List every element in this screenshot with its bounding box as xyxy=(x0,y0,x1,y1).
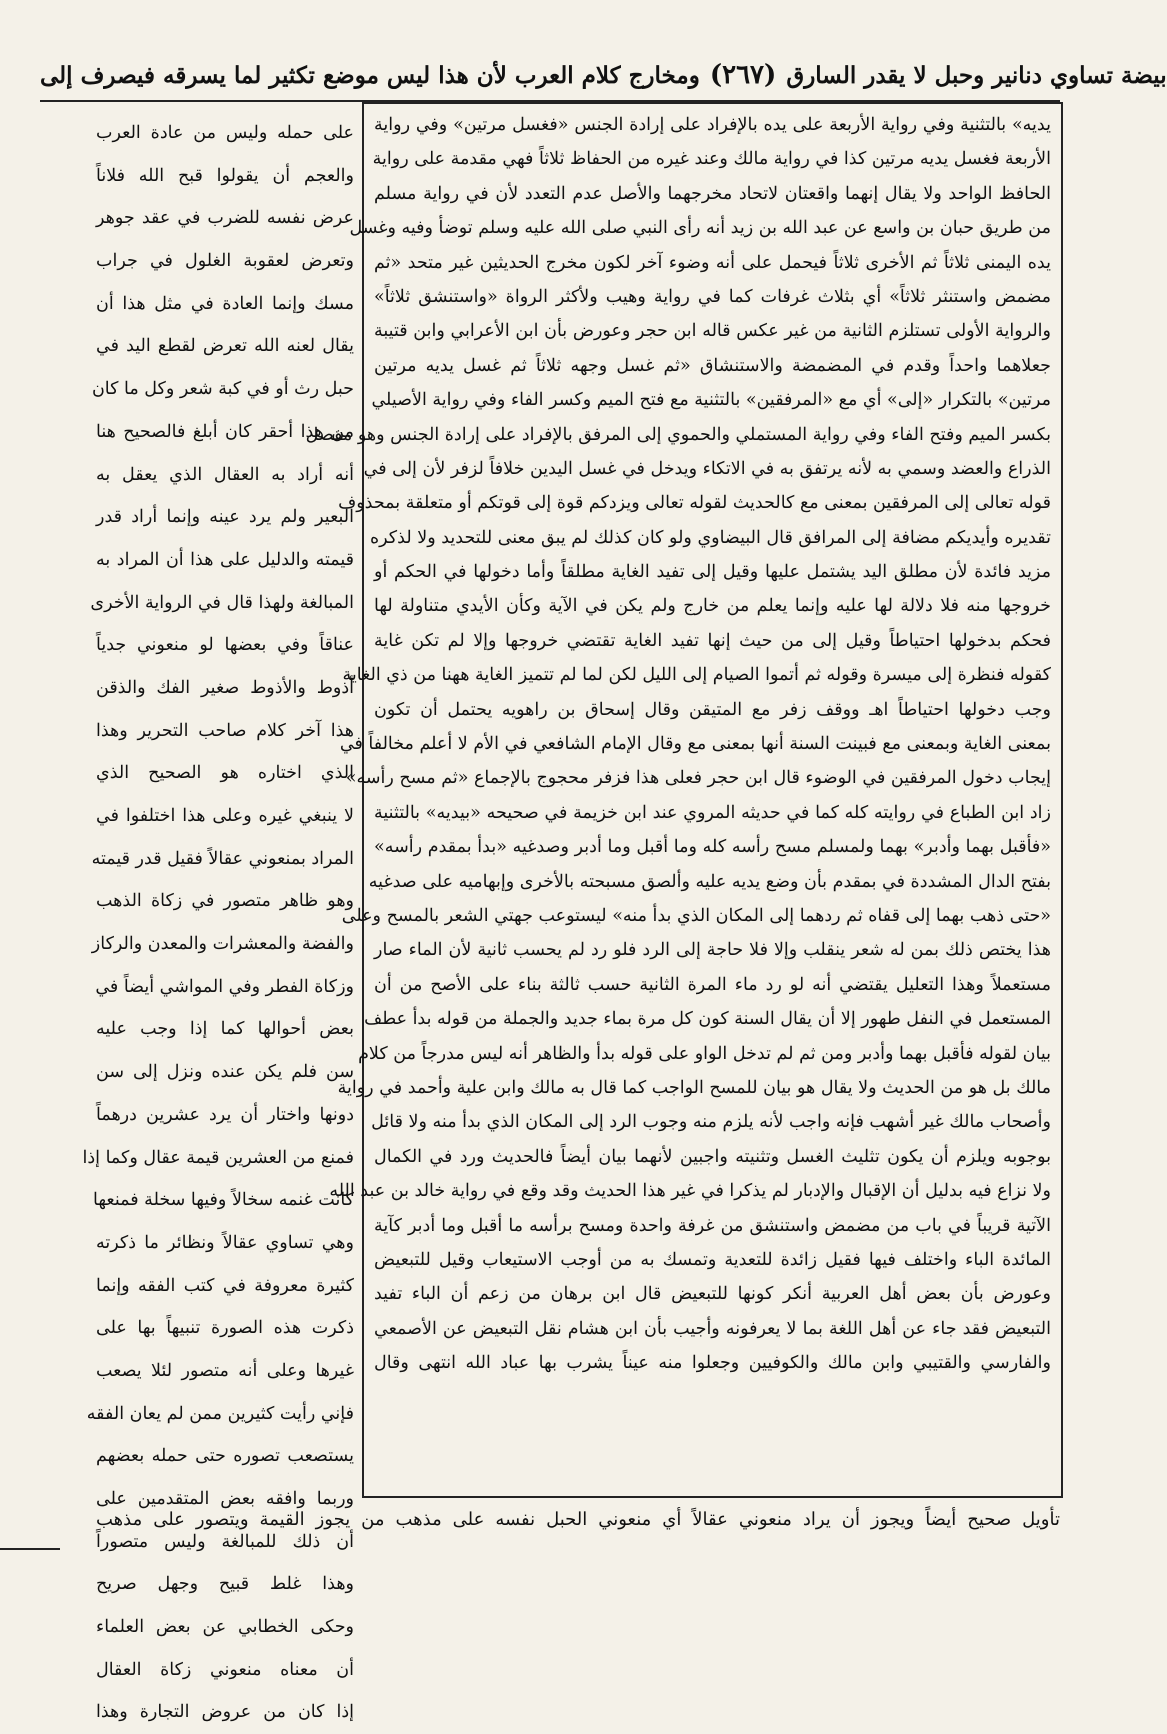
margin-text-line: أنه أراد به العقال الذي يعقل به xyxy=(96,464,354,485)
margin-text-line: والعجم أن يقولوا قبح الله فلاناً xyxy=(96,165,354,186)
margin-text-line: أن ذلك للمبالغة وليس متصوراً xyxy=(96,1531,354,1552)
margin-text-line: وحكى الخطابي عن بعض العلماء xyxy=(96,1617,354,1638)
main-text-line: الذراع والعضد وسمي به لأنه يرتفق به في الاتكاء ويدخل في غسل اليدين خلافاً لزفر لأن إلى في xyxy=(363,458,1051,479)
main-text-line: ولا نزاع فيه بدليل أن الإقبال والإدبار لم يذكرا في غير هذا الحديث وقد وقع في رواية خالد بن عبد الله xyxy=(329,1181,1051,1202)
margin-text-line: وربما وافقه بعض المتقدمين على xyxy=(96,1489,354,1509)
main-text-line: قوله تعالى إلى المرفقين بمعنى مع كالحديث لقوله تعالى ويزدكم قوة إلى قوتكم أو متعلقة بمحذوف xyxy=(338,493,1051,514)
margin-text-line: وهو ظاهر متصور في زكاة الذهب xyxy=(96,891,354,912)
main-text-line: كقوله فنظرة إلى ميسرة وقوله ثم أتموا الصيام إلى الليل لكن لما لم تتميز الغاية ههنا من ذي الغاية xyxy=(342,665,1051,686)
margin-commentary-column xyxy=(82,112,354,1723)
main-text-line: بكسر الميم وفتح الفاء وفي رواية المستملي والحموي إلى المرفق بالإفراد على إرادة الجنس وهو مفصل xyxy=(305,424,1051,445)
main-text-line: هذا يختص ذلك بمن له شعر ينقلب وإلا فلا حاجة إلى الرد فلو رد لم يحسب ثانية لأن الماء صار xyxy=(374,940,1051,961)
main-text-line: بوجوبه ويلزم أن يكون تثليث الغسل وتثنيته واجبين لأنهما بيان أيضاً فالحديث ورد في الكمال xyxy=(374,1146,1051,1167)
margin-text-line: مسك وإنما العادة في مثل هذا أن xyxy=(96,293,354,314)
main-text-line: مضمض واستنثر ثلاثاً» أي بثلاث غرفات كما في رواية وهيب ولأكثر الرواة «واستنشق ثلاثاً» xyxy=(374,286,1051,307)
margin-text-line: إذا كان من عروض التجارة وهذا xyxy=(96,1702,354,1723)
main-text-line: الآتية قريباً في باب من مضمض واستنشق من غرفة واحدة ومسح برأسه ما أقبل وما أدبر كآية xyxy=(374,1215,1051,1236)
header-left-text: بيضة تساوي دنانير وحبل لا يقدر السارق xyxy=(786,61,1167,89)
margin-text-line: والفضة والمعشرات والمعدن والركاز xyxy=(91,934,354,955)
margin-text-line: المبالغة ولهذا قال في الرواية الأخرى xyxy=(90,592,354,613)
margin-text-line: لا ينبغي غيره وعلى هذا اختلفوا في xyxy=(96,806,354,826)
main-text-line: مالك بل هو من الحديث ولا يقال هو بيان للمسح الواجب كما قال به مالك وابن علية وأحمد في رواية xyxy=(337,1077,1051,1098)
margin-text-line: حبل رث أو في كبة شعر وكل ما كان xyxy=(91,379,354,400)
main-text-line: مستعملاً وهذا التعليل يقتضي أنه لو رد ماء المرة الثانية حسب ثالثة بناء على الأصح من أن xyxy=(374,974,1051,995)
margin-text-line: من هذا أحقر كان أبلغ فالصحيح هنا xyxy=(96,421,354,442)
margin-text-line: وتعرض لعقوبة الغلول في جراب xyxy=(96,251,354,272)
margin-text-line: بعض أحوالها كما إذا وجب عليه xyxy=(96,1019,354,1040)
margin-text-line: المراد بمنعوني عقالاً فقيل قدر قيمته xyxy=(91,848,354,869)
main-text-line: وأصحاب مالك غير أشهب فإنه واجب لأنه يلزم منه وجوب الرد إلى المكان الذي بدأ منه ولا قائل xyxy=(371,1112,1051,1133)
page-header xyxy=(40,50,1167,102)
main-text-line: الأربعة فغسل يديه مرتين كذا في رواية مالك وعند غيره من الحفاظ ثلاثاً فهي مقدمة على رواية xyxy=(372,149,1051,170)
main-text-line: بيان لقوله فأقبل بهما وأدبر ومن ثم لم تدخل الواو على قوله بدأ والظاهر أنه ليس مدرجاً من كلام xyxy=(358,1043,1051,1064)
main-text-line: «حتى ذهب بهما إلى قفاه ثم ردهما إلى المكان الذي بدأ منه» ليستوعب جهتي الشعر بالمسح وعلى xyxy=(341,905,1051,926)
margin-text-line: أن معناه منعوني زكاة العقال xyxy=(96,1659,354,1680)
main-text-line: يده اليمنى ثلاثاً ثم الأخرى ثلاثاً فيحمل على أنه وضوء آخر لكون مخرج الحديثين غير متحد «ثم xyxy=(374,252,1051,273)
main-text-line: من طريق حبان بن واسع عن عبد الله بن زيد أنه رأى النبي صلى الله عليه وسلم توضأ وفيه وغسل xyxy=(349,218,1051,239)
margin-text-line: يقال لعنه الله تعرض لقطع اليد في xyxy=(96,336,354,357)
main-text-line: بفتح الدال المشددة في بمقدم بأن وضع يديه عليه وألصق مسبحته بالأخرى وإبهاميه على صدغيه xyxy=(368,871,1051,892)
margin-text-line: سن فلم يكن عنده ونزل إلى سن xyxy=(96,1062,354,1083)
main-text-line: «فأقبل بهما وأدبر» بهما ولمسلم مسح رأسه كله وما أقبل وما أدبر وصدغيه «بدأ بمقدم رأسه» xyxy=(374,837,1051,858)
margin-text-line: دونها واختار أن يرد عشرين درهماً xyxy=(96,1104,354,1125)
main-text-line: زاد ابن الطباع في روايته كله كما في حديثه المروي عند ابن خزيمة في صحيحه «بيديه» بالتثنية xyxy=(374,802,1051,823)
main-text-line: وجب دخولها احتياطاً اهـ ووقف زفر مع المتيقن وقال إسحاق بن راهويه يحتمل أن تكون xyxy=(374,699,1051,720)
main-text-line: والرواية الأولى تستلزم الثانية من غير عكس قاله ابن حجر وعورض بأن ابن الأعرابي وابن قتيبة xyxy=(374,321,1051,342)
margin-text-line: قيمته والدليل على هذا أن المراد به xyxy=(96,549,354,570)
margin-text-line: وهذا غلط قبيح وجهل صريح xyxy=(96,1574,354,1595)
margin-text-line: عناقاً وفي بعضها لو منعوني جدياً xyxy=(96,635,354,656)
main-text-line: الحافظ الواحد ولا يقال إنهما واقعتان لاتحاد مخرجهما والأصل عدم التعدد لأن في رواية مسلم xyxy=(374,183,1051,204)
margin-text-line: ذكرت هذه الصورة تنبيهاً بها على xyxy=(96,1318,354,1339)
main-text-line: التبعيض فقد جاء عن أهل اللغة بما لا يعرفونه وأجيب بأن ابن هشام نقل التبعيض عن الأصمعي xyxy=(374,1318,1051,1339)
main-text-line: يديه» بالتثنية وفي رواية الأربعة على يده بالإفراد على إرادة الجنس «فغسل مرتين» وفي رواية xyxy=(374,115,1051,135)
main-text-line: المائدة الباء واختلف فيها فقيل زائدة للتعدية وتمسك به من أوجب الاستيعاب وقيل للتبعيض xyxy=(374,1249,1051,1270)
margin-text-line: هذا آخر كلام صاحب التحرير وهذا xyxy=(96,720,354,741)
main-text-line: تقديره وأيديكم مضافة إلى المرافق قال البيضاوي ولو كان كذلك لم يبق معنى للتحديد ولا لذكره xyxy=(369,527,1051,548)
margin-text-line: وهي تساوي عقالاً ونظائر ما ذكرته xyxy=(96,1232,354,1253)
margin-text-line: الذي اختاره هو الصحيح الذي xyxy=(96,763,354,784)
main-text-line: والفارسي والقتيبي وابن مالك والكوفيين وجعلوا منه عيناً يشرب بها عباد الله انتهى وقال xyxy=(374,1353,1051,1374)
footer-continuation-line: تأويل صحيح أيضاً ويجوز أن يراد منعوني عقالاً أي منعوني الحبل نفسه على مذهب من يجوز القيمة ويتصور على مذهب xyxy=(96,1509,1060,1530)
margin-text-line: على حمله وليس من عادة العرب xyxy=(96,123,354,143)
main-text-line: بمعنى الغاية وبمعنى مع فبينت السنة أنها بمعنى مع وقال الإمام الشافعي في الأم لا أعلم مخالفاً في xyxy=(339,734,1051,755)
main-text-box xyxy=(305,102,1063,1498)
header-right-text: ومخارج كلام العرب لأن هذا ليس موضع تكثير لما يسرقه فيصرف إلى xyxy=(40,61,700,89)
main-text-line: خروجها منه فلا دلالة لها عليه وإنما يعلم من خارج ولم يكن في الآية وكأن الأيدي متناولة لها xyxy=(374,596,1051,617)
main-text-line: مزيد فائدة لأن مطلق اليد يشتمل عليها وقيل إلى تفيد الغاية مطلقاً وأما دخولها في الحكم أو xyxy=(374,562,1051,583)
main-text-line: جعلاهما واحداً وقدم في المضمضة والاستنشاق «ثم غسل وجهه ثلاثاً ثم غسل يديه مرتين xyxy=(374,355,1051,376)
margin-text-line: غيرها وعلى أنه متصور لئلا يصعب xyxy=(96,1360,354,1381)
main-text-line: فحكم بدخولها احتياطاً وقيل إلى من حيث إنها تفيد الغاية تقتضي خروجها وإلا لم تكن غاية xyxy=(374,630,1051,651)
margin-text-line: البعير ولم يرد عينه وإنما أراد قدر xyxy=(96,507,354,528)
main-text-line: إيجاب دخول المرفقين في الوضوء قال ابن حجر فعلى هذا فزفر محجوج بالإجماع «ثم مسح رأسه» xyxy=(345,768,1051,789)
margin-text-line: كانت غنمه سخالاً وفيها سخلة فمنعها xyxy=(93,1190,354,1211)
margin-text-line: فمنع من العشرين قيمة عقال وكما إذا xyxy=(82,1147,354,1168)
main-text-line: المستعمل في النفل طهور إلا أن يقال السنة كون كل مرة بماء جديد والجملة من قوله بدأ عطف xyxy=(364,1009,1051,1030)
corner-rule xyxy=(0,1548,60,1550)
margin-text-line: يستصعب تصوره حتى حمله بعضهم xyxy=(96,1446,354,1467)
margin-text-line: وزكاة الفطر وفي المواشي أيضاً في xyxy=(95,976,354,997)
margin-text-line: أذوط والأذوط صغير الفك والذقن xyxy=(96,677,354,698)
margin-text-line: فإني رأيت كثيرين ممن لم يعان الفقه xyxy=(86,1403,354,1424)
page-number: (٢٦٧) xyxy=(709,60,777,90)
margin-text-line: كثيرة معروفة في كتب الفقه وإنما xyxy=(96,1275,354,1296)
margin-text-line: عرض نفسه للضرب في عقد جوهر xyxy=(96,208,354,229)
main-text-line: مرتين» بالتكرار «إلى» أي مع «المرفقين» بالتثنية مع فتح الميم وكسر الفاء وفي رواية الأصيلي xyxy=(371,390,1051,411)
main-text-line: وعورض بأن بعض أهل العربية أنكر كونها للتبعيض قال ابن برهان من زعم أن الباء تفيد xyxy=(374,1284,1051,1305)
